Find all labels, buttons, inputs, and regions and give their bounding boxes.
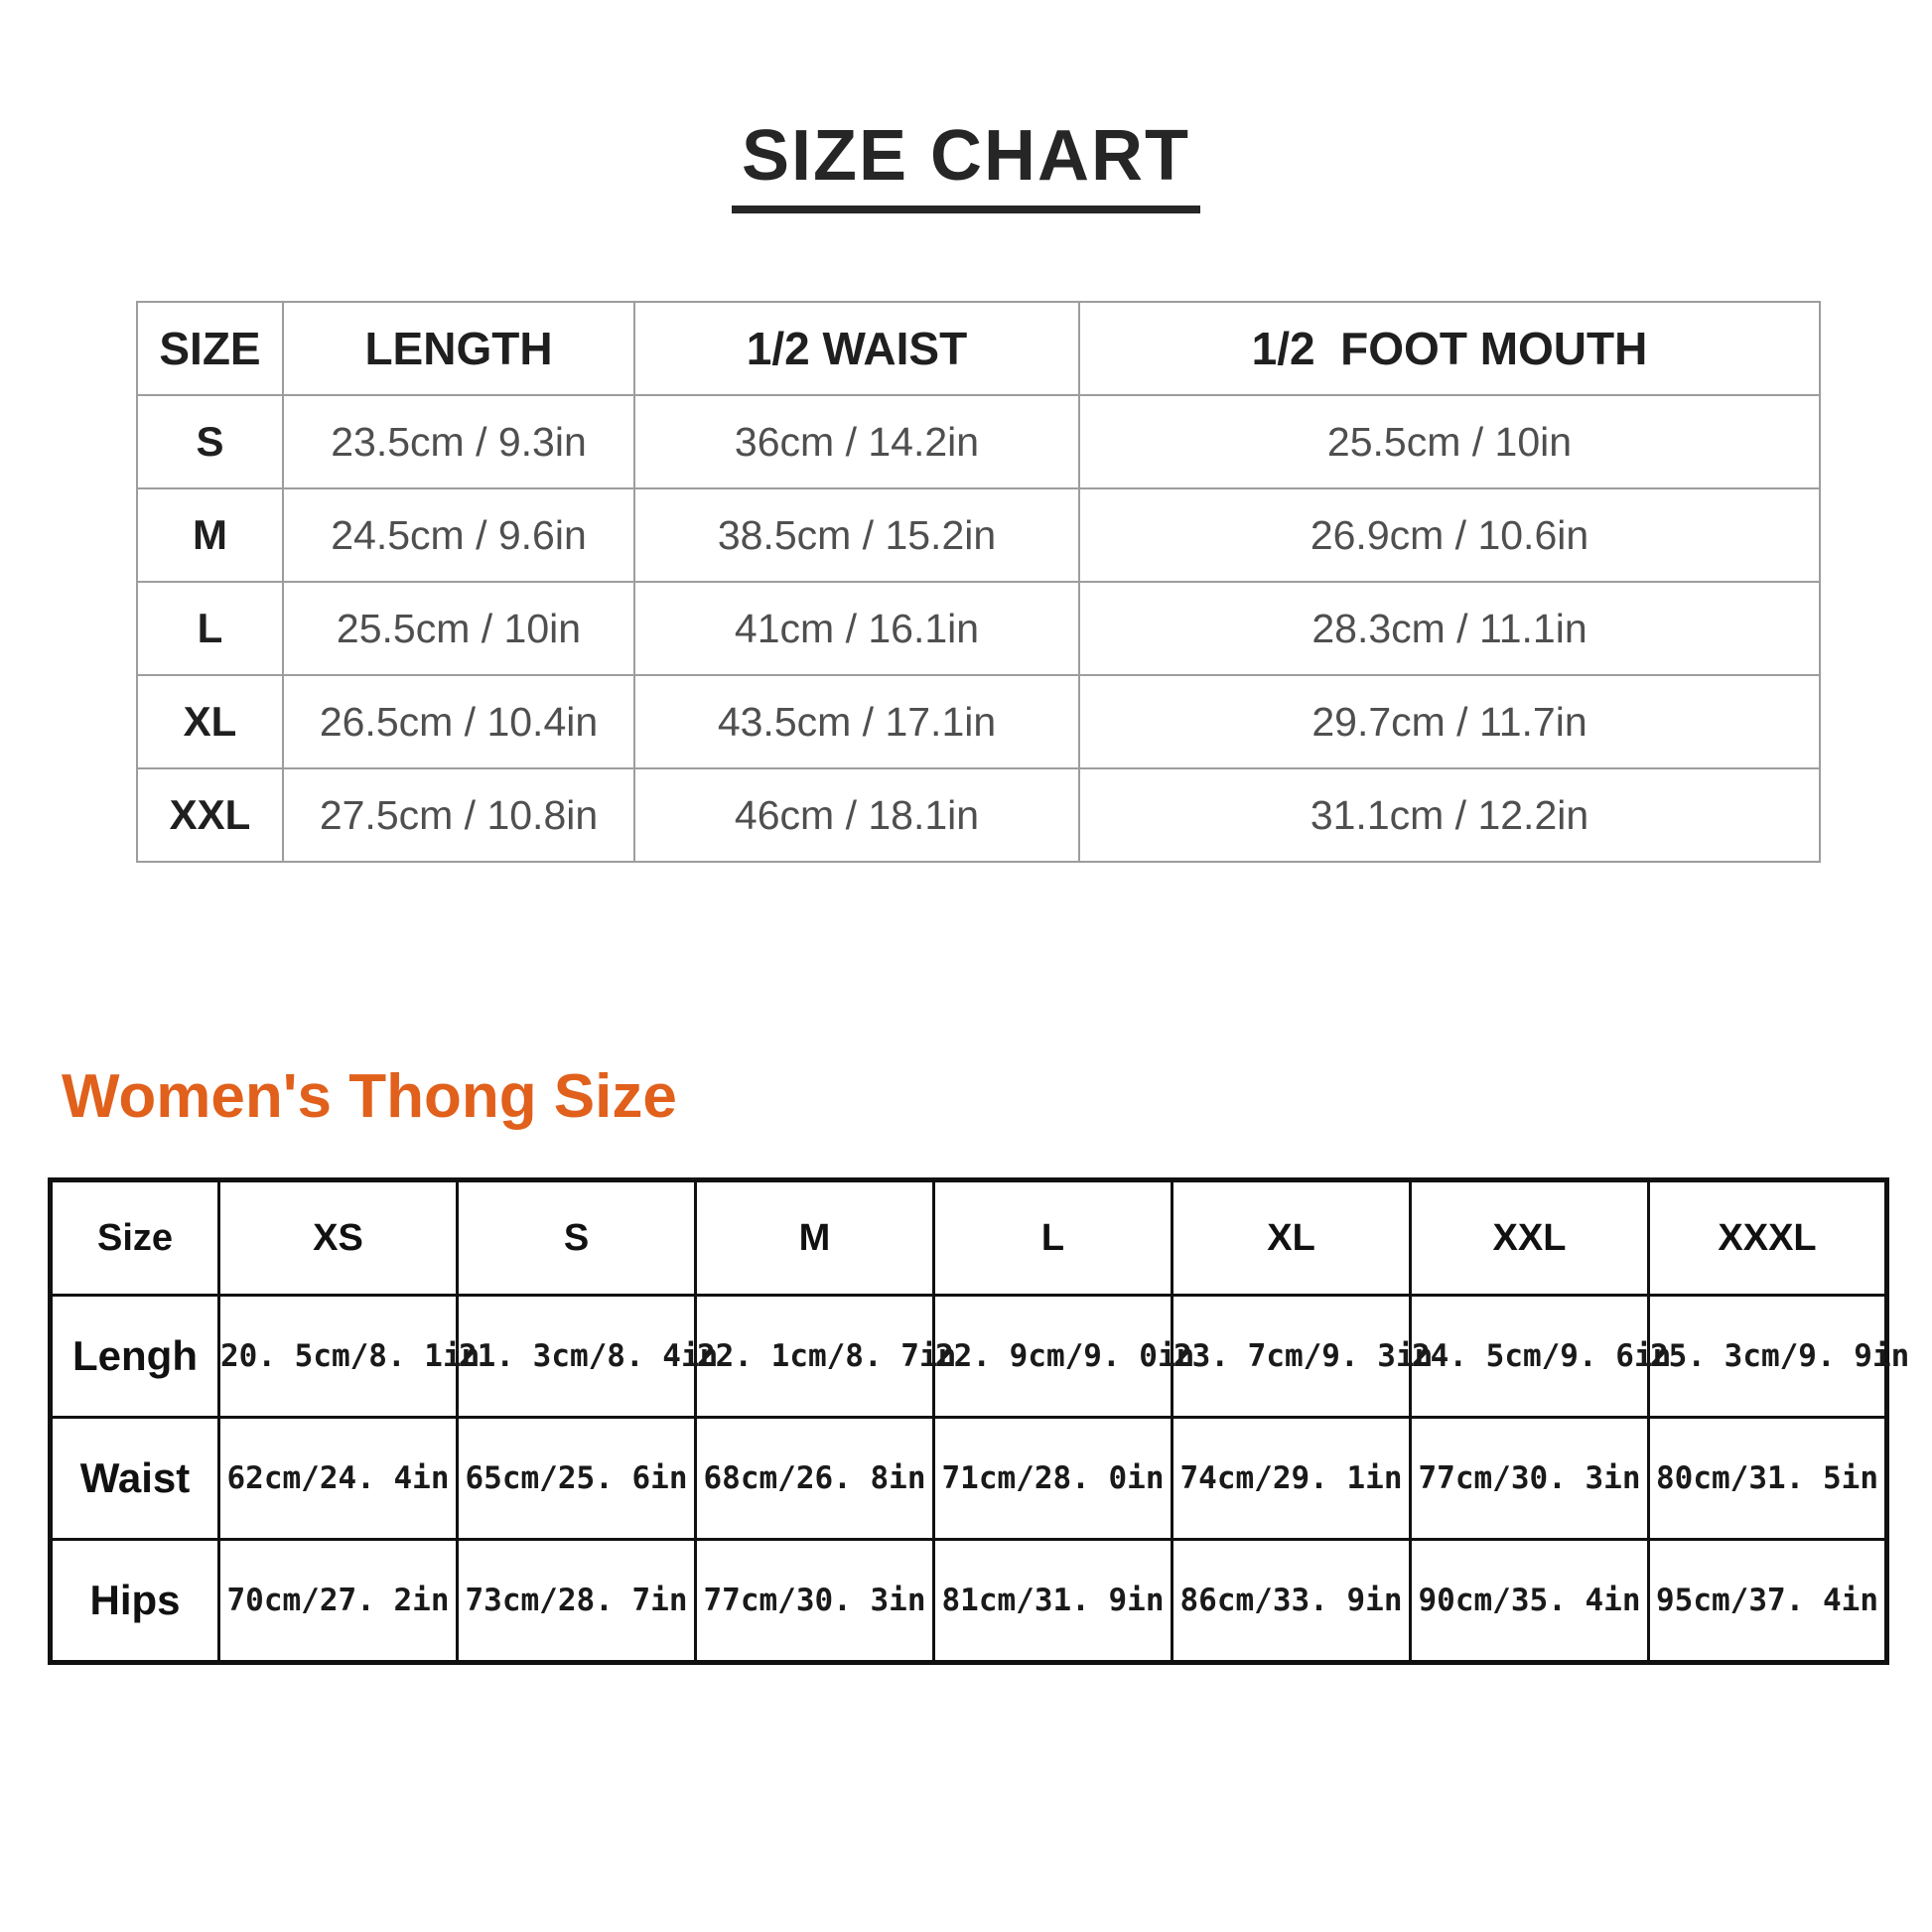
measurement-cell: 80cm/31. 5in	[1649, 1418, 1887, 1540]
length-cell: 27.5cm / 10.8in	[283, 768, 634, 862]
size-label-cell: L	[137, 582, 283, 675]
measurement-cell: 20. 5cm/8. 1in	[219, 1296, 458, 1418]
measurement-cell: 90cm/35. 4in	[1411, 1540, 1649, 1663]
waist-cell: 41cm / 16.1in	[634, 582, 1079, 675]
length-cell: 25.5cm / 10in	[283, 582, 634, 675]
column-header-half-waist: 1/2 WAIST	[634, 302, 1079, 395]
measurement-cell: 65cm/25. 6in	[458, 1418, 696, 1540]
length-cell: 24.5cm / 9.6in	[283, 488, 634, 582]
measurement-cell: 25. 3cm/9. 9in	[1649, 1296, 1887, 1418]
table-row	[137, 582, 1820, 675]
column-header-s: S	[458, 1180, 696, 1296]
thong-size-header-row	[51, 1180, 1887, 1296]
foot-mouth-cell: 26.9cm / 10.6in	[1079, 488, 1820, 582]
measurement-cell: 68cm/26. 8in	[696, 1418, 934, 1540]
table-row	[137, 395, 1820, 488]
measurement-cell: 23. 7cm/9. 3in	[1173, 1296, 1411, 1418]
column-header-size: Size	[51, 1180, 219, 1296]
column-header-half-foot-mouth: 1/2 FOOT MOUTH	[1079, 302, 1820, 395]
row-label-length: Lengh	[51, 1296, 219, 1418]
column-header-xxxl: XXXL	[1649, 1180, 1887, 1296]
column-header-length: LENGTH	[283, 302, 634, 395]
thong-size-title: Women's Thong Size	[62, 1062, 677, 1132]
column-header-xs: XS	[219, 1180, 458, 1296]
waist-cell: 43.5cm / 17.1in	[634, 675, 1079, 768]
table-row-length	[51, 1296, 1887, 1418]
table-row	[137, 488, 1820, 582]
measurement-cell: 21. 3cm/8. 4in	[458, 1296, 696, 1418]
measurement-cell: 24. 5cm/9. 6in	[1411, 1296, 1649, 1418]
foot-mouth-cell: 25.5cm / 10in	[1079, 395, 1820, 488]
measurement-cell: 70cm/27. 2in	[219, 1540, 458, 1663]
thong-size-table	[48, 1177, 1910, 1665]
column-header-xxl: XXL	[1411, 1180, 1649, 1296]
measurement-cell: 77cm/30. 3in	[1411, 1418, 1649, 1540]
measurement-cell: 81cm/31. 9in	[934, 1540, 1173, 1663]
row-label-waist: Waist	[51, 1418, 219, 1540]
measurement-cell: 73cm/28. 7in	[458, 1540, 696, 1663]
waist-cell: 38.5cm / 15.2in	[634, 488, 1079, 582]
size-chart-title-wrap	[0, 0, 1932, 213]
table-row	[137, 675, 1820, 768]
measurement-cell: 62cm/24. 4in	[219, 1418, 458, 1540]
waist-cell: 46cm / 18.1in	[634, 768, 1079, 862]
table-row	[137, 768, 1820, 862]
measurement-cell: 77cm/30. 3in	[696, 1540, 934, 1663]
column-header-size: SIZE	[137, 302, 283, 395]
measurement-cell: 86cm/33. 9in	[1173, 1540, 1411, 1663]
size-chart-header-row	[137, 302, 1820, 395]
foot-mouth-cell: 29.7cm / 11.7in	[1079, 675, 1820, 768]
size-label-cell: M	[137, 488, 283, 582]
length-cell: 26.5cm / 10.4in	[283, 675, 634, 768]
size-label-cell: XXL	[137, 768, 283, 862]
row-label-hips: Hips	[51, 1540, 219, 1663]
column-header-xl: XL	[1173, 1180, 1411, 1296]
size-chart-table	[136, 301, 1821, 863]
table-row-waist	[51, 1418, 1887, 1540]
foot-mouth-cell: 28.3cm / 11.1in	[1079, 582, 1820, 675]
size-chart-title: SIZE CHART	[732, 117, 1200, 213]
measurement-cell: 95cm/37. 4in	[1649, 1540, 1887, 1663]
size-label-cell: S	[137, 395, 283, 488]
table-row-hips	[51, 1540, 1887, 1663]
measurement-cell: 22. 1cm/8. 7in	[696, 1296, 934, 1418]
measurement-cell: 71cm/28. 0in	[934, 1418, 1173, 1540]
measurement-cell: 22. 9cm/9. 0in	[934, 1296, 1173, 1418]
column-header-m: M	[696, 1180, 934, 1296]
column-header-l: L	[934, 1180, 1173, 1296]
size-label-cell: XL	[137, 675, 283, 768]
foot-mouth-cell: 31.1cm / 12.2in	[1079, 768, 1820, 862]
waist-cell: 36cm / 14.2in	[634, 395, 1079, 488]
length-cell: 23.5cm / 9.3in	[283, 395, 634, 488]
measurement-cell: 74cm/29. 1in	[1173, 1418, 1411, 1540]
